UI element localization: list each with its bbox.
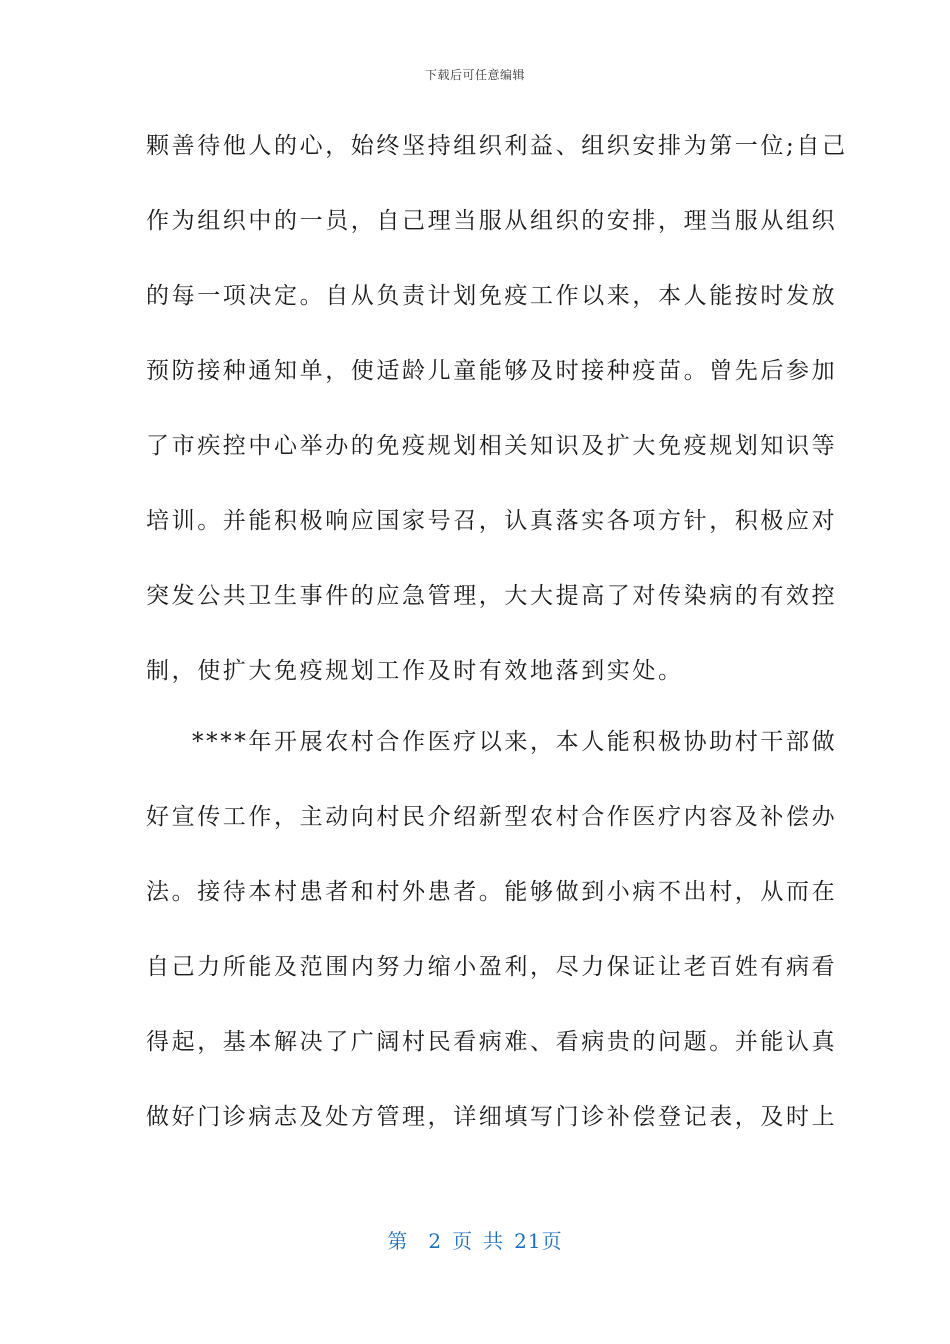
text-line: 颗善待他人的心，始终坚持组织利益、组织安排为第一位;自己 bbox=[146, 133, 848, 159]
total-pages: 21 bbox=[514, 1229, 542, 1253]
text-line: 得起，基本解决了广阔村民看病难、看病贵的问题。并能认真 bbox=[146, 1029, 838, 1055]
footer-label-total-unit: 页 bbox=[541, 1229, 563, 1253]
text-line: 法。接待本村患者和村外患者。能够做到小病不出村，从而在 bbox=[146, 879, 838, 905]
page-footer bbox=[0, 1225, 950, 1254]
text-line: 制，使扩大免疫规划工作及时有效地落到实处。 bbox=[146, 658, 684, 684]
header-note: 下载后可任意编辑 bbox=[424, 68, 525, 82]
paragraph-first-line: ****年开展农村合作医疗以来，本人能积极协助村干部做 bbox=[192, 729, 838, 755]
text-line: 突发公共卫生事件的应急管理，大大提高了对传染病的有效控 bbox=[146, 583, 838, 609]
document-body bbox=[146, 128, 848, 1174]
text-line: 作为组织中的一员，自己理当服从组织的安排，理当服从组织 bbox=[146, 208, 838, 234]
text-line: 了市疾控中心举办的免疫规划相关知识及扩大免疫规划知识等 bbox=[146, 433, 838, 459]
text-line: 培训。并能积极响应国家号召，认真落实各项方针，积极应对 bbox=[146, 508, 838, 534]
text-line: 做好门诊病志及处方管理，详细填写门诊补偿登记表，及时上 bbox=[146, 1104, 838, 1130]
footer-label-page: 第 bbox=[387, 1229, 409, 1253]
text-line: 预防接种通知单，使适龄儿童能够及时接种疫苗。曾先后参加 bbox=[146, 358, 838, 384]
text-line: 自己力所能及范围内努力缩小盈利，尽力保证让老百姓有病看 bbox=[146, 954, 838, 980]
text-line: 的每一项决定。自从负责计划免疫工作以来，本人能按时发放 bbox=[146, 283, 838, 309]
text-line: 好宣传工作，主动向村民介绍新型农村合作医疗内容及补偿办 bbox=[146, 804, 838, 830]
footer-label-total: 共 bbox=[483, 1229, 505, 1253]
footer-label-page-unit: 页 bbox=[452, 1229, 474, 1253]
page-number: 2 bbox=[428, 1229, 443, 1253]
